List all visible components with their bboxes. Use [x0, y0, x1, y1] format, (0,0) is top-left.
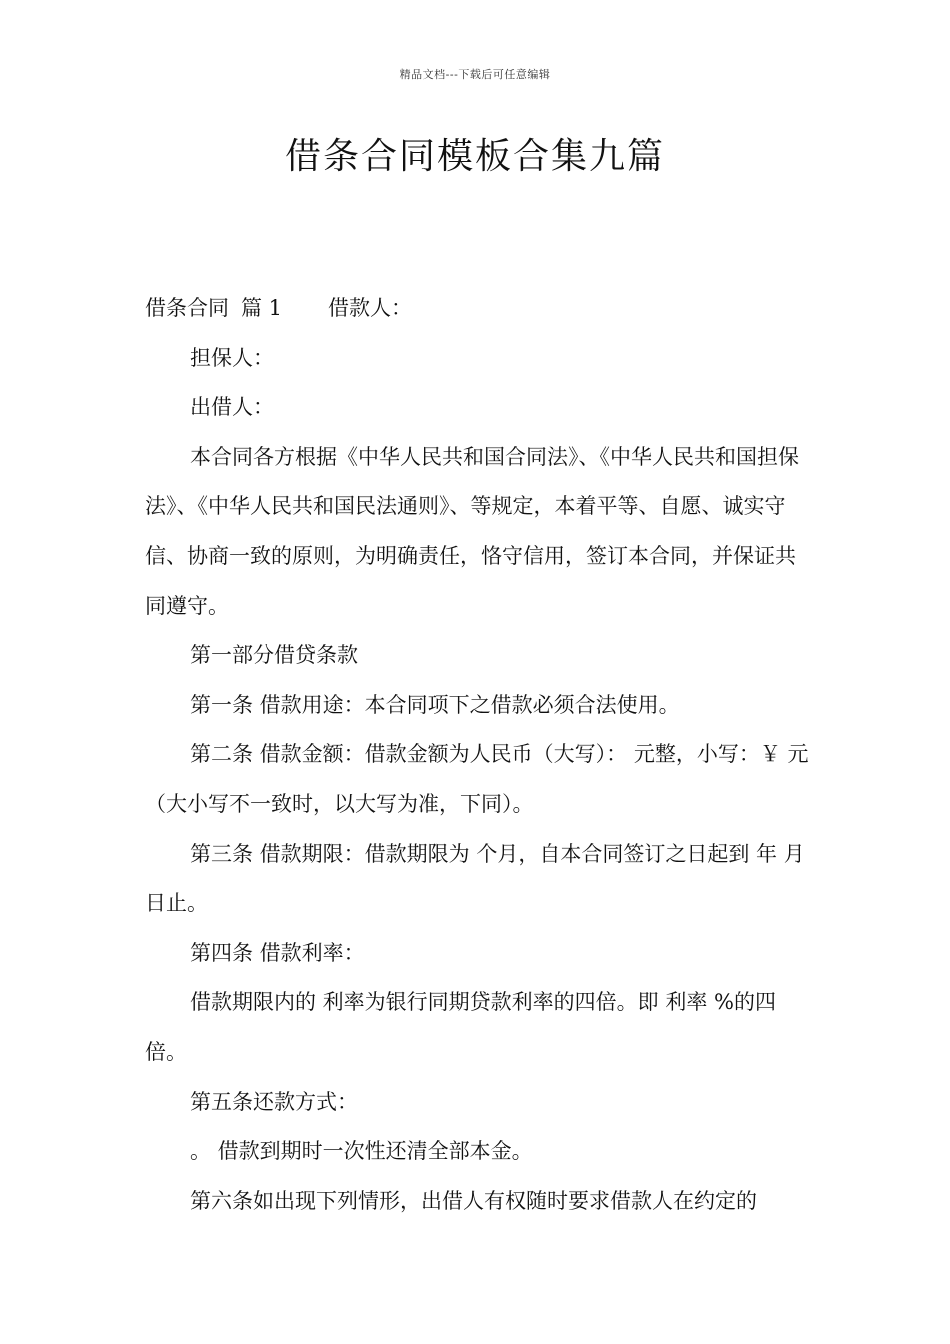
article-2: 第二条 借款金额：借款金额为人民币（大写）： 元整，小写：￥ 元（大小写不一致时，以大写为准，下同）。 — [145, 742, 809, 816]
section-heading-line — [145, 284, 813, 334]
article-4-body: 借款期限内的 利率为银行同期贷款利率的四倍。即 利率 %的四倍。 — [145, 990, 776, 1064]
article-1: 第一条 借款用途：本合同项下之借款必须合法使用。 — [190, 692, 680, 717]
guarantor-label: 担保人： — [190, 345, 274, 370]
document-body — [145, 284, 813, 1226]
article-3: 第三条 借款期限：借款期限为 个月，自本合同签订之日起到 年 月 日止。 — [145, 841, 805, 916]
article-4-heading: 第四条 借款利率： — [190, 940, 365, 965]
part1-heading: 第一部分借贷条款 — [190, 643, 358, 668]
header-note: 精品文档---下载后可任意编辑 — [399, 68, 551, 81]
lender-label: 出借人： — [190, 395, 274, 420]
preamble-paragraph: 本合同各方根据《中华人民共和国合同法》、《中华人民共和国担保法》、《中华人民共和国民法通则》、等规定，本着平等、自愿、诚实守信、协商一致的原则，为明确责任，恪守信用，签订本合同，并保证共同遵守。 — [145, 444, 799, 618]
article-5-body: 。 借款到期时一次性还清全部本金。 — [190, 1139, 533, 1164]
document-title: 借条合同模板合集九篇 — [284, 136, 665, 177]
article-5-heading: 第五条还款方式： — [190, 1089, 358, 1114]
section-label: 借条合同 — [145, 296, 229, 320]
section-number: 篇 1 — [241, 296, 283, 320]
borrower-label: 借款人： — [328, 296, 413, 320]
article-6: 第六条如出现下列情形，出借人有权随时要求借款人在约定的 — [190, 1188, 757, 1213]
